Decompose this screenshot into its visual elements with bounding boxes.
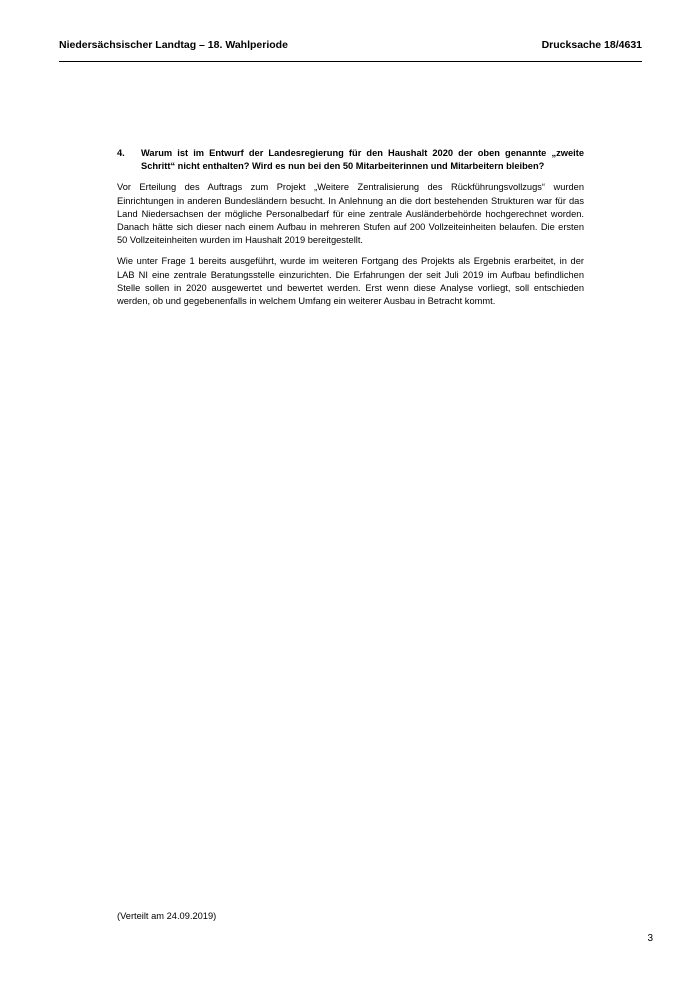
- question-text: Warum ist im Entwurf der Landesregierung für den Haushalt 2020 der oben genannte „zweite Schritt“ nicht enthalten? Wird es nun bei den 50 Mitarbeiterinnen und Mitarbeitern bleiben?: [141, 148, 584, 172]
- answer-paragraph: Wie unter Frage 1 bereits ausgeführt, wurde im weiteren Fortgang des Projekts als Ergebnis erarbeitet, in der LAB NI eine zentrale Beratungsstelle einzurichten. Die Erfahrungen der seit Juli 2019 im Aufbau befindlichen Stelle sollen in 2020 ausgewertet und bewertet werden. Erst wenn diese Analyse vorliegt, soll entschieden werden, ob und gegebenenfalls in welchem Umfang ein weiterer Ausbau in Betracht kommt.: [117, 256, 584, 307]
- document-body: [117, 147, 584, 316]
- page-number: 3: [647, 933, 653, 944]
- question-4: [117, 147, 584, 173]
- question-number: 4.: [117, 148, 125, 158]
- header-parliament-title: Niedersächsischer Landtag – 18. Wahlperiode: [59, 39, 288, 51]
- page-header: [59, 38, 642, 52]
- answer-paragraph: Vor Erteilung des Auftrags zum Projekt „Weitere Zentralisierung des Rückführungsvollzugs“ wurden Einrichtungen in anderen Bundesländern besucht. In Anlehnung an die dort bestehenden Strukturen war für das Land Niedersachsen der mögliche Personalbedarf für eine zentrale Ausländerbehörde hochgerechnet worden. Danach hätte sich dieser nach einem Aufbau in mehreren Stufen auf 200 Vollzeiteinheiten belaufen. Die ersten 50 Vollzeiteinheiten wurden im Haushalt 2019 bereitgestellt.: [117, 182, 584, 246]
- header-document-number: Drucksache 18/4631: [541, 39, 642, 51]
- distribution-date: (Verteilt am 24.09.2019): [117, 911, 217, 921]
- header-divider: [59, 61, 642, 62]
